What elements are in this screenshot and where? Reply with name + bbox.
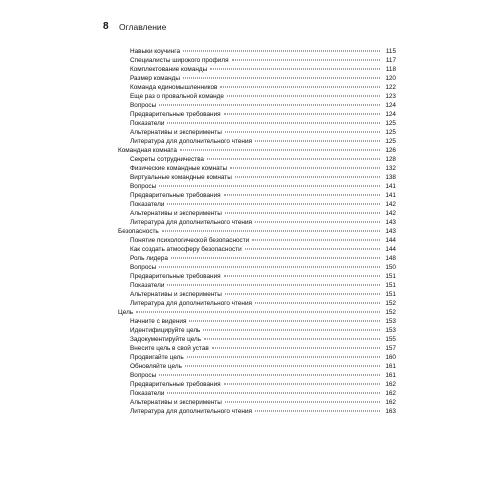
toc-entry-title: Секреты сотрудничества (130, 156, 204, 163)
toc-dot-leader (235, 177, 380, 178)
toc-section-entry (118, 299, 396, 308)
toc-dot-leader (180, 150, 380, 151)
toc-entry-title: Начните с видения (130, 318, 187, 325)
toc-dot-leader (212, 348, 380, 349)
toc-entry-page-number: 152 (385, 309, 396, 316)
toc-entry-page-number: 151 (385, 273, 396, 280)
toc-entry-page-number: 124 (385, 111, 396, 118)
toc-entry-page-number: 120 (385, 75, 396, 82)
toc-dot-leader (220, 87, 380, 88)
toc-dot-leader (203, 330, 380, 331)
toc-dot-leader (255, 411, 380, 412)
toc-dot-leader (167, 123, 380, 124)
toc-entry-title: Показатели (130, 390, 165, 397)
toc-entry-title: Идентифицируйте цель (130, 327, 201, 334)
toc-entry-title: Альтернативы и эксперименты (130, 399, 222, 406)
toc-section-entry (118, 362, 396, 371)
toc-entry-title: Альтернативы и эксперименты (130, 210, 222, 217)
toc-dot-leader (207, 159, 380, 160)
toc-dot-leader (167, 204, 380, 205)
toc-entry-title: Вопросы (130, 183, 157, 190)
toc-entry-title: Понятие психологической безопасности (130, 237, 250, 244)
toc-entry-title: Альтернативы и эксперименты (130, 129, 222, 136)
toc-entry-page-number: 115 (385, 48, 396, 55)
toc-section-entry (118, 182, 396, 191)
toc-dot-leader (183, 78, 380, 79)
toc-dot-leader (167, 285, 380, 286)
page-header (103, 20, 403, 34)
toc-entry-page-number: 138 (385, 174, 396, 181)
toc-dot-leader (232, 60, 380, 61)
toc-dot-leader (225, 132, 380, 133)
page-number: 8 (103, 21, 109, 32)
toc-dot-leader (185, 366, 380, 367)
toc-entry-page-number: 163 (385, 408, 396, 415)
toc-entry-title: Задокументируйте цель (130, 336, 202, 343)
toc-section-entry (118, 344, 396, 353)
toc-dot-leader (255, 303, 380, 304)
toc-entry-title: Показатели (130, 282, 165, 289)
toc-dot-leader (210, 69, 380, 70)
toc-dot-leader (224, 384, 380, 385)
toc-entry-page-number: 144 (385, 246, 396, 253)
toc-section-entry (118, 191, 396, 200)
toc-section-entry (118, 92, 396, 101)
toc-section-entry (118, 56, 396, 65)
toc-entry-page-number: 141 (385, 192, 396, 199)
toc-dot-leader (136, 312, 380, 313)
toc-entry-title: Вопросы (130, 102, 157, 109)
toc-dot-leader (245, 249, 380, 250)
toc-entry-title: Команда единомышленников (130, 84, 218, 91)
toc-entry-title: Цель (118, 309, 134, 316)
toc-chapter-entry (118, 146, 396, 155)
toc-entry-title: Литература для дополнительного чтения (130, 219, 252, 226)
toc-entry-page-number: 128 (385, 156, 396, 163)
toc-section-entry (118, 119, 396, 128)
toc-section-entry (118, 236, 396, 245)
toc-dot-leader (255, 141, 380, 142)
toc-section-entry (118, 137, 396, 146)
toc-entry-title: Литература для дополнительного чтения (130, 138, 252, 145)
toc-entry-page-number: 161 (385, 363, 396, 370)
toc-dot-leader (224, 195, 380, 196)
toc-entry-page-number: 161 (385, 372, 396, 379)
toc-entry-title: Литература для дополнительного чтения (130, 408, 252, 415)
toc-dot-leader (225, 213, 380, 214)
toc-entry-page-number: 125 (385, 129, 396, 136)
toc-entry-page-number: 122 (385, 84, 396, 91)
toc-entry-page-number: 123 (385, 93, 396, 100)
toc-section-entry (118, 155, 396, 164)
toc-entry-title: Безопасность (118, 228, 159, 235)
toc-entry-title: Альтернативы и эксперименты (130, 291, 222, 298)
toc-entry-title: Продвигайте цель (130, 354, 184, 361)
toc-dot-leader (225, 294, 380, 295)
toc-entry-title: Показатели (130, 201, 165, 208)
toc-entry-title: Вопросы (130, 264, 157, 271)
toc-dot-leader (187, 357, 380, 358)
toc-entry-title: Еще раз о провальной команде (130, 93, 224, 100)
toc-entry-page-number: 151 (385, 282, 396, 289)
toc-dot-leader (252, 240, 380, 241)
toc-section-entry (118, 101, 396, 110)
toc-dot-leader (255, 222, 380, 223)
toc-entry-page-number: 141 (385, 183, 396, 190)
toc-dot-leader (230, 168, 380, 169)
toc-section-entry (118, 335, 396, 344)
toc-chapter-entry (118, 227, 396, 236)
toc-section-entry (118, 218, 396, 227)
toc-entry-page-number: 125 (385, 120, 396, 127)
toc-section-entry (118, 173, 396, 182)
toc-entry-page-number: 132 (385, 165, 396, 172)
toc-section-entry (118, 65, 396, 74)
toc-section-entry (118, 245, 396, 254)
toc-entry-page-number: 125 (385, 138, 396, 145)
toc-entry-title: Показатели (130, 120, 165, 127)
toc-entry-title: Размер команды (130, 75, 180, 82)
toc-entry-title: Роль лидера (130, 255, 168, 262)
table-of-contents (118, 47, 396, 416)
toc-entry-page-number: 150 (385, 264, 396, 271)
toc-section-entry (118, 371, 396, 380)
toc-dot-leader (227, 96, 380, 97)
toc-dot-leader (159, 375, 380, 376)
toc-entry-page-number: 144 (385, 237, 396, 244)
toc-chapter-entry (118, 308, 396, 317)
toc-section-entry (118, 326, 396, 335)
toc-entry-page-number: 126 (385, 147, 396, 154)
toc-entry-title: Внесите цель в свой устав (130, 345, 209, 352)
toc-entry-title: Предварительные требования (130, 381, 221, 388)
toc-entry-page-number: 157 (385, 345, 396, 352)
toc-entry-page-number: 153 (385, 318, 396, 325)
toc-entry-title: Комплектование команды (130, 66, 208, 73)
toc-section-entry (118, 380, 396, 389)
toc-entry-title: Вопросы (130, 372, 157, 379)
toc-entry-page-number: 148 (385, 255, 396, 262)
toc-entry-page-number: 142 (385, 210, 396, 217)
toc-dot-leader (159, 186, 380, 187)
toc-section-entry (118, 398, 396, 407)
toc-section-entry (118, 74, 396, 83)
toc-entry-title: Виртуальные командные комнаты (130, 174, 232, 181)
toc-entry-page-number: 118 (385, 66, 396, 73)
toc-section-entry (118, 263, 396, 272)
running-title: Оглавление (119, 22, 167, 32)
toc-entry-page-number: 151 (385, 291, 396, 298)
toc-entry-page-number: 162 (385, 381, 396, 388)
toc-entry-page-number: 162 (385, 399, 396, 406)
toc-entry-title: Навыки коучинга (130, 48, 181, 55)
toc-entry-title: Как создать атмосферу безопасности (130, 246, 242, 253)
toc-entry-page-number: 152 (385, 300, 396, 307)
toc-section-entry (118, 128, 396, 137)
toc-entry-page-number: 124 (385, 102, 396, 109)
toc-dot-leader (159, 105, 380, 106)
toc-section-entry (118, 110, 396, 119)
toc-dot-leader (183, 51, 380, 52)
toc-dot-leader (204, 339, 380, 340)
toc-section-entry (118, 209, 396, 218)
toc-section-entry (118, 47, 396, 56)
toc-section-entry (118, 83, 396, 92)
toc-section-entry (118, 353, 396, 362)
toc-entry-title: Предварительные требования (130, 273, 221, 280)
toc-section-entry (118, 164, 396, 173)
toc-entry-page-number: 162 (385, 390, 396, 397)
toc-entry-title: Специалисты широкого профиля (130, 57, 229, 64)
toc-section-entry (118, 281, 396, 290)
toc-section-entry (118, 200, 396, 209)
toc-section-entry (118, 254, 396, 263)
toc-dot-leader (224, 114, 380, 115)
toc-section-entry (118, 317, 396, 326)
toc-section-entry (118, 389, 396, 398)
toc-section-entry (118, 272, 396, 281)
toc-dot-leader (189, 321, 380, 322)
toc-entry-page-number: 143 (385, 219, 396, 226)
toc-dot-leader (162, 231, 380, 232)
toc-entry-title: Обновляйте цель (130, 363, 182, 370)
toc-entry-page-number: 153 (385, 327, 396, 334)
toc-entry-title: Командная комната (118, 147, 177, 154)
toc-entry-page-number: 143 (385, 228, 396, 235)
toc-entry-page-number: 117 (385, 57, 396, 64)
toc-entry-page-number: 160 (385, 354, 396, 361)
toc-dot-leader (159, 267, 380, 268)
toc-entry-title: Предварительные требования (130, 111, 221, 118)
toc-dot-leader (224, 276, 380, 277)
toc-entry-title: Предварительные требования (130, 192, 221, 199)
toc-dot-leader (171, 258, 380, 259)
toc-entry-page-number: 155 (385, 336, 396, 343)
toc-entry-title: Литература для дополнительного чтения (130, 300, 252, 307)
toc-entry-page-number: 142 (385, 201, 396, 208)
toc-dot-leader (225, 402, 380, 403)
toc-dot-leader (167, 393, 380, 394)
toc-section-entry (118, 407, 396, 416)
toc-entry-title: Физические командные комнаты (130, 165, 228, 172)
toc-section-entry (118, 290, 396, 299)
